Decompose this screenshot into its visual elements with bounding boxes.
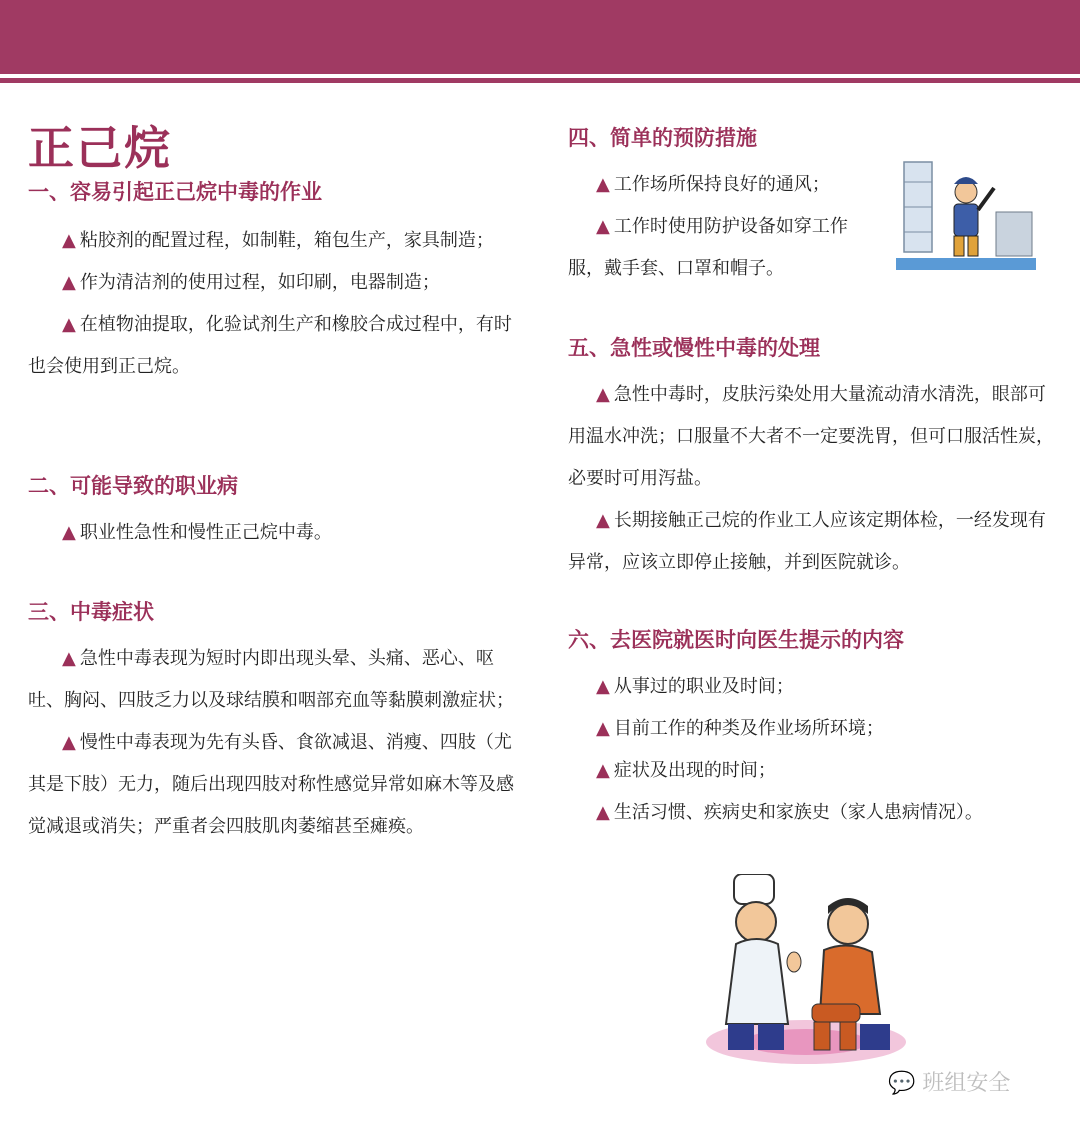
triangle-bullet-icon: ▲ xyxy=(596,760,610,781)
section-2 xyxy=(28,470,528,554)
watermark: 💬 班组安全 xyxy=(888,1071,1011,1096)
banner-divider xyxy=(0,78,1080,83)
list-item: ▲ 工作场所保持良好的通风； xyxy=(596,174,830,195)
section-heading: 五、急性或慢性中毒的处理 xyxy=(568,336,820,360)
triangle-bullet-icon: ▲ xyxy=(596,216,610,237)
section-6 xyxy=(568,624,1058,834)
triangle-bullet-icon: ▲ xyxy=(62,648,76,669)
list-item: ▲ 慢性中毒表现为先有头昏、食欲减退、消瘦、四肢（尤其是下肢）无力，随后出现四肢对称性感觉异常如麻木等及感觉减退或消失；严重者会四肢肌肉萎缩甚至瘫痪。 xyxy=(28,732,514,837)
triangle-bullet-icon: ▲ xyxy=(596,802,610,823)
triangle-bullet-icon: ▲ xyxy=(596,384,610,405)
list-item: ▲ 从事过的职业及时间； xyxy=(596,676,794,697)
list-item: ▲ 在植物油提取，化验试剂生产和橡胶合成过程中，有时也会使用到正己烷。 xyxy=(28,314,512,377)
list-item: ▲ 工作时使用防护设备如穿工作服，戴手套、口罩和帽子。 xyxy=(568,216,848,279)
list-item: ▲ 生活习惯、疾病史和家族史（家人患病情况）。 xyxy=(596,802,983,823)
section-heading: 四、简单的预防措施 xyxy=(568,126,757,150)
section-5 xyxy=(568,332,1058,584)
chat-bubble-icon: 💬 xyxy=(888,1071,916,1096)
top-banner xyxy=(0,0,1080,74)
triangle-bullet-icon: ▲ xyxy=(596,510,610,531)
triangle-bullet-icon: ▲ xyxy=(596,676,610,697)
list-item: ▲ 症状及出现的时间； xyxy=(596,760,776,781)
section-heading: 三、中毒症状 xyxy=(28,600,154,624)
triangle-bullet-icon: ▲ xyxy=(62,314,76,335)
page-title: 正己烷 xyxy=(28,121,172,175)
section-1 xyxy=(28,176,528,388)
section-heading: 一、容易引起正己烷中毒的作业 xyxy=(28,180,322,204)
section-heading: 二、可能导致的职业病 xyxy=(28,474,238,498)
triangle-bullet-icon: ▲ xyxy=(62,732,76,753)
triangle-bullet-icon: ▲ xyxy=(62,522,76,543)
list-item: ▲ 粘胶剂的配置过程，如制鞋，箱包生产，家具制造； xyxy=(62,230,494,251)
triangle-bullet-icon: ▲ xyxy=(596,718,610,739)
list-item: ▲ 急性中毒时，皮肤污染处用大量流动清水清洗，眼部可用温水冲洗；口服量不大者不一定要洗胃，但可口服活性炭，必要时可用泻盐。 xyxy=(568,384,1054,489)
section-3 xyxy=(28,596,528,848)
list-item: ▲ 急性中毒表现为短时内即出现头晕、头痛、恶心、呕吐、胸闷、四肢乏力以及球结膜和咽部充血等黏膜刺激症状； xyxy=(28,648,514,711)
doctor-patient-illustration xyxy=(696,874,916,1070)
triangle-bullet-icon: ▲ xyxy=(62,230,76,251)
list-item: ▲ 长期接触正己烷的作业工人应该定期体检，一经发现有异常，应该立即停止接触，并到医院就诊。 xyxy=(568,510,1046,573)
triangle-bullet-icon: ▲ xyxy=(596,174,610,195)
list-item: ▲ 作为清洁剂的使用过程，如印刷，电器制造； xyxy=(62,272,440,293)
list-item: ▲ 职业性急性和慢性正己烷中毒。 xyxy=(62,522,332,543)
ventilation-worker-illustration xyxy=(896,152,1036,270)
list-item: ▲ 目前工作的种类及作业场所环境； xyxy=(596,718,884,739)
triangle-bullet-icon: ▲ xyxy=(62,272,76,293)
section-heading: 六、去医院就医时向医生提示的内容 xyxy=(568,628,904,652)
